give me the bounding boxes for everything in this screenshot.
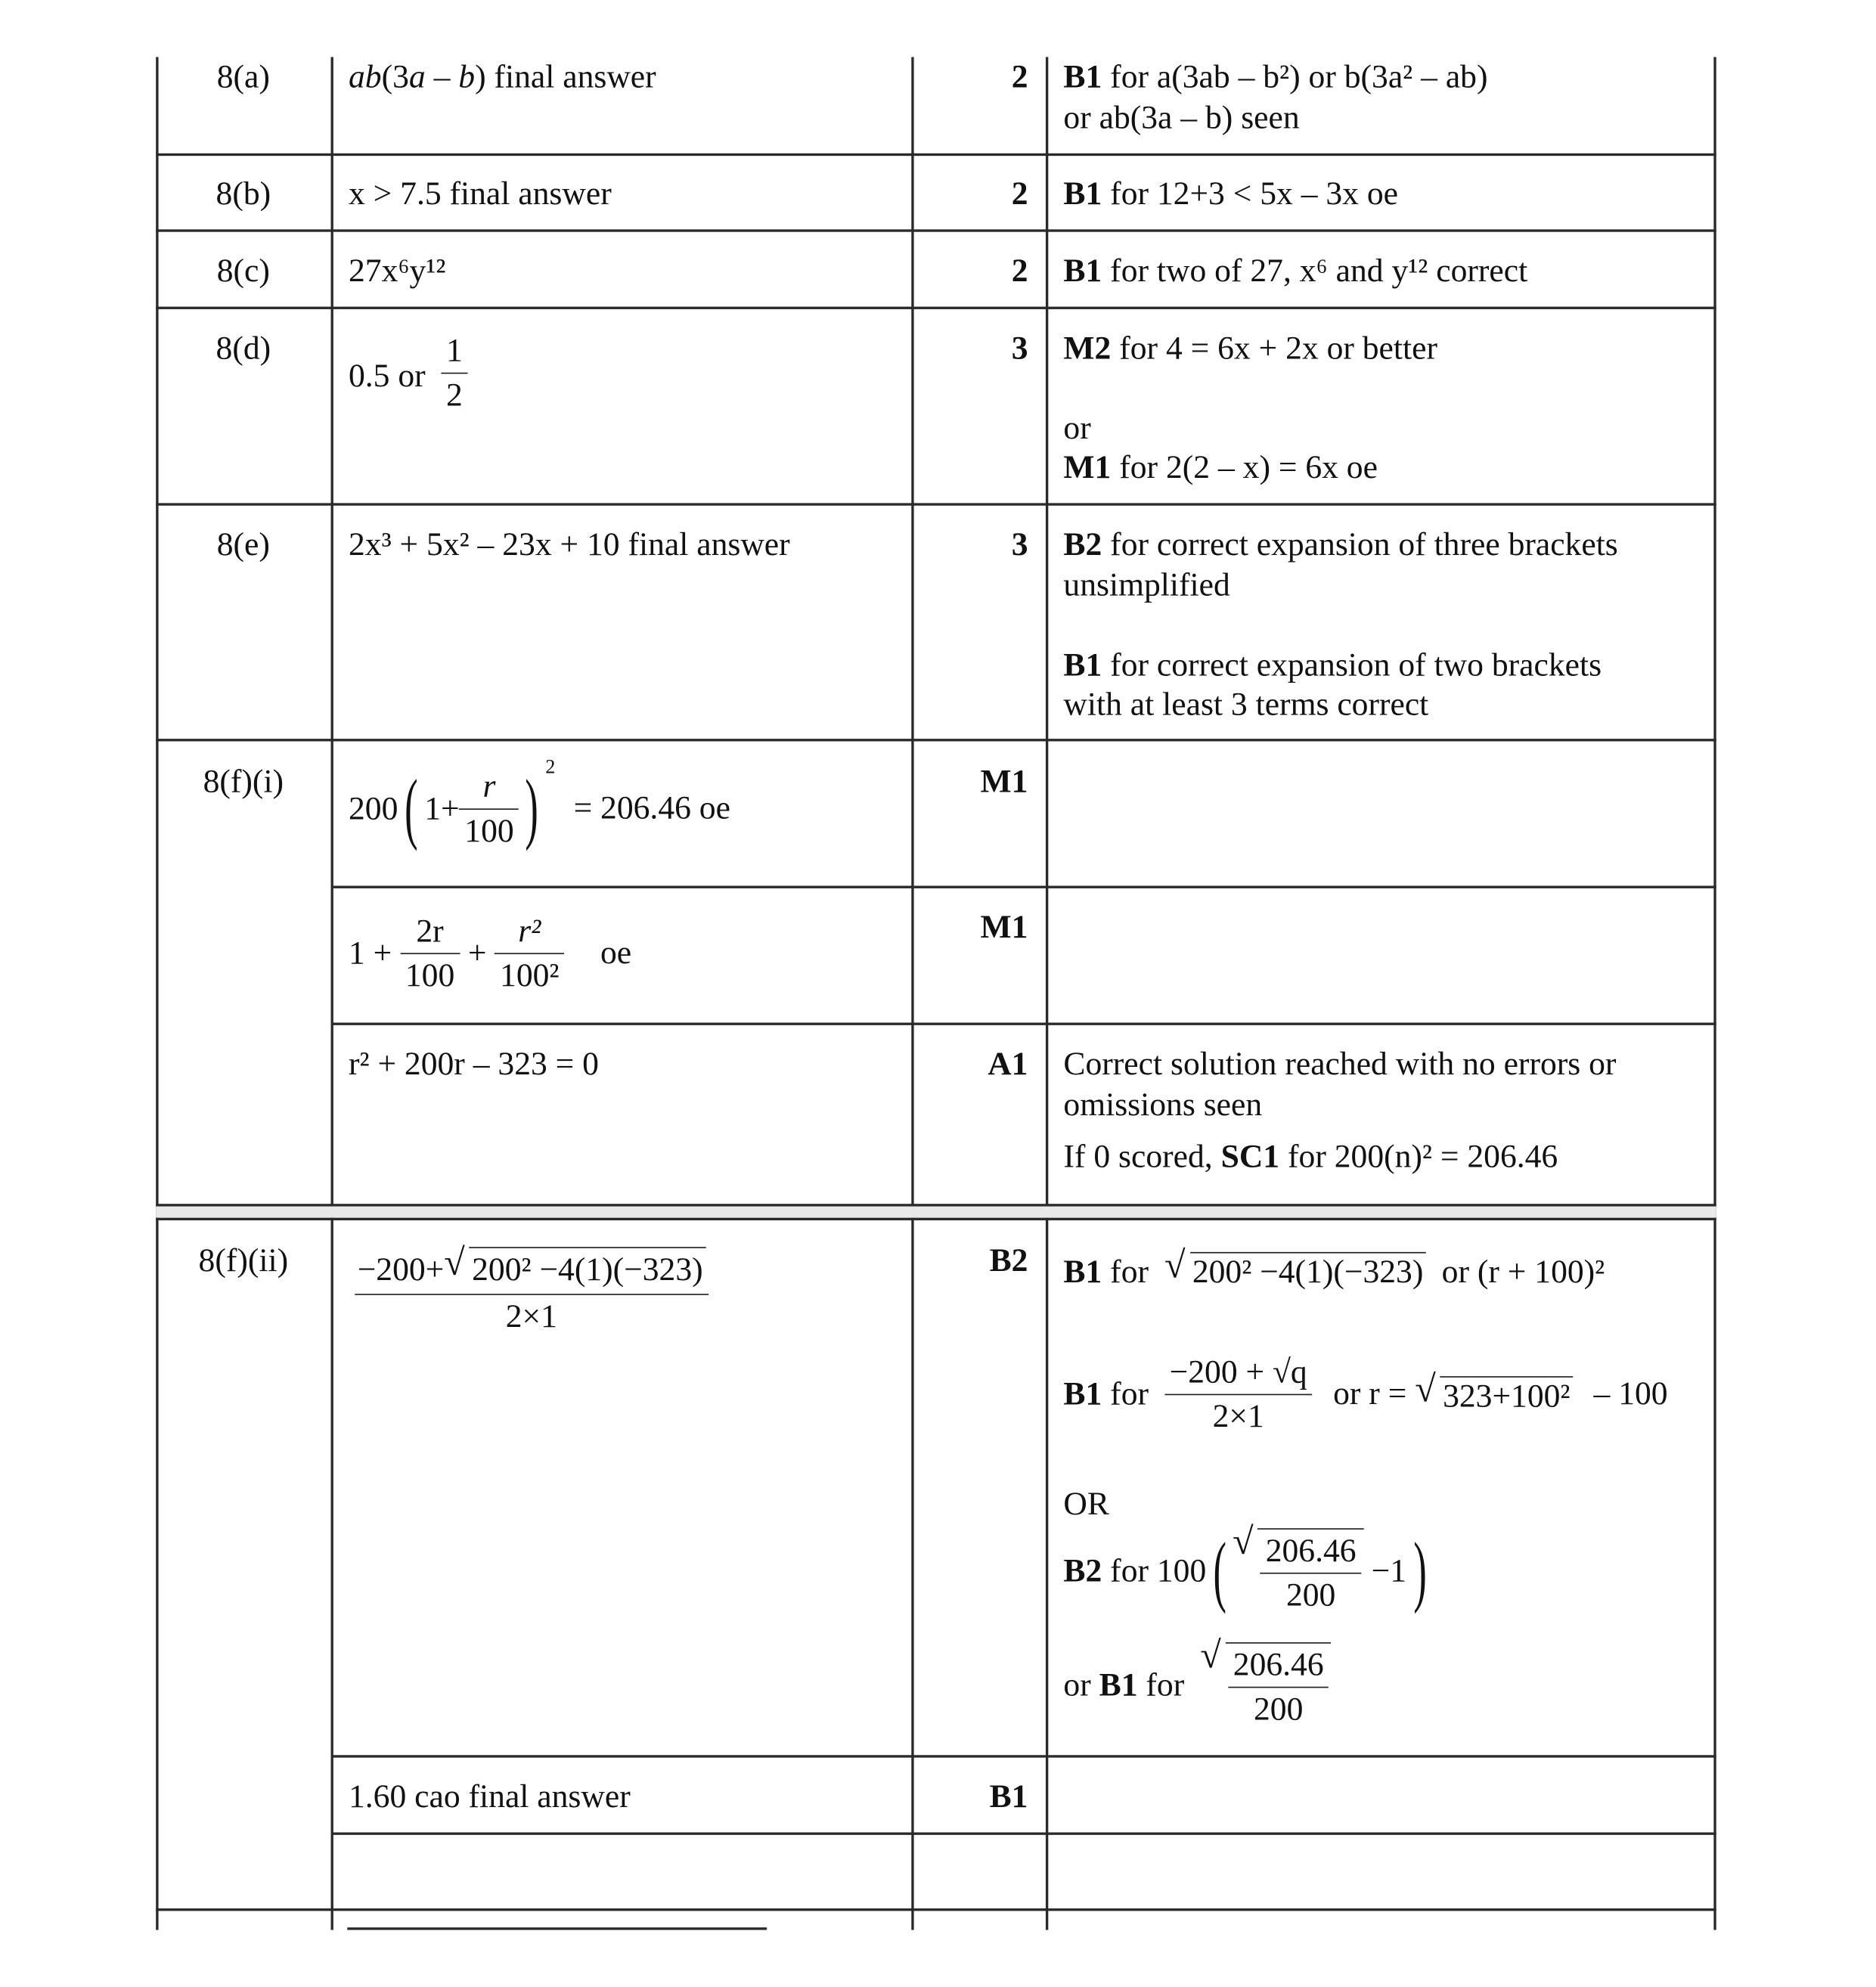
part-label: 8(b) <box>216 175 271 212</box>
guidance-text: omissions seen <box>1063 1086 1263 1123</box>
guidance-text: or <box>1063 409 1091 446</box>
working-expression: r² + 200r – 323 = 0 <box>348 1045 599 1083</box>
answer-text: x > 7.5 final answer <box>348 175 612 212</box>
guidance-text: B1 for 12+3 < 5x – 3x oe <box>1063 175 1399 212</box>
guidance-text: B2 for correct expansion of three brackets <box>1063 525 1618 563</box>
mark-value: 3 <box>1011 329 1028 367</box>
guidance-text: B2 for 100 ( √ $\frac{206.46}{200}$ −1 ) <box>1063 1528 1432 1614</box>
guidance-text: M2 for 4 = 6x + 2x or better <box>1063 329 1438 367</box>
table-border-right <box>1713 57 1716 1930</box>
guidance-text: Correct solution reached with no errors or <box>1063 1045 1617 1083</box>
guidance-text: B1 for a(3ab – b²) or b(3a² – ab) <box>1063 58 1488 95</box>
column-divider-part <box>331 57 333 1930</box>
row-divider <box>156 307 1716 309</box>
subrow-divider <box>331 1755 1716 1757</box>
part-label: 8(f)(ii) <box>198 1241 289 1279</box>
working-expression: 1 + $\frac{2r}{100}$ + $\frac{\text{r²}}{\text{100²}}$ oe <box>348 912 632 994</box>
mark-value: 2 <box>1011 175 1028 212</box>
answer-text: 27x⁶y¹² <box>348 252 446 290</box>
subrow-divider <box>331 1023 1716 1025</box>
page-break-band <box>156 1205 1716 1218</box>
part-label: 8(c) <box>216 252 270 290</box>
answer-text: ab(3a – b) final answer <box>348 58 656 95</box>
mark-value: B1 <box>989 1778 1028 1815</box>
mark-value: 2 <box>1011 252 1028 290</box>
mark-value: 3 <box>1011 525 1028 563</box>
guidance-text: B1 for two of 27, x⁶ and y¹² correct <box>1063 252 1528 290</box>
row-divider <box>156 1218 1716 1220</box>
answer-fraction: $\frac{1}{2}$ <box>441 332 467 414</box>
answer-text: 2x³ + 5x² – 23x + 10 final answer <box>348 525 790 563</box>
column-divider-mark <box>1046 57 1048 1930</box>
mark-value: A1 <box>988 1045 1028 1083</box>
subrow-divider <box>331 886 1716 888</box>
row-divider <box>156 229 1716 231</box>
guidance-text: OR <box>1063 1485 1109 1522</box>
guidance-text: B1 for correct expansion of two brackets <box>1063 646 1602 684</box>
working-expression: 200 ( 1+ $\frac{r}{100}$ ) $^2$ = 206.46 oe <box>348 756 730 852</box>
row-divider <box>156 1908 1716 1911</box>
guidance-text: or ab(3a – b) seen <box>1063 98 1300 136</box>
mark-value: 2 <box>1011 58 1028 95</box>
guidance-text: unsimplified <box>1063 566 1230 603</box>
row-divider <box>156 503 1716 505</box>
guidance-text: or B1 for √ $\frac{206.46}{200}$ <box>1063 1642 1331 1728</box>
row-divider <box>156 1204 1716 1206</box>
mark-value: M1 <box>980 908 1028 946</box>
working-expression: $\frac{\text{−200+√ 200² −4(1)(−323)}}{2\times 1}$ <box>355 1247 708 1335</box>
guidance-text: B1 for $\frac{-200 + √q}{2\times 1}$ or r = √ 323+100² – 100 <box>1063 1353 1667 1436</box>
guidance-text: M1 for 2(2 – x) = 6x oe <box>1063 448 1378 485</box>
part-label: 8(d) <box>216 329 271 367</box>
row-divider <box>156 739 1716 741</box>
part-label: 8(f)(i) <box>203 762 284 800</box>
guidance-text: with at least 3 terms correct <box>1063 685 1429 723</box>
mark-value: B2 <box>989 1241 1028 1279</box>
subrow-divider <box>331 1832 1716 1834</box>
row-divider <box>156 153 1716 156</box>
guidance-text: B1 for √ 200² −4(1)(−323) or (r + 100)² <box>1063 1252 1605 1289</box>
guidance-text: If 0 scored, SC1 for 200(n)² = 206.46 <box>1063 1138 1558 1175</box>
cropped-fraction-bar <box>347 1927 767 1930</box>
part-label: 8(e) <box>216 525 270 563</box>
mark-value: M1 <box>980 762 1028 800</box>
part-label: 8(a) <box>216 58 270 95</box>
answer-text: 0.5 or <box>348 357 426 395</box>
answer-text: 1.60 cao final answer <box>348 1778 631 1815</box>
